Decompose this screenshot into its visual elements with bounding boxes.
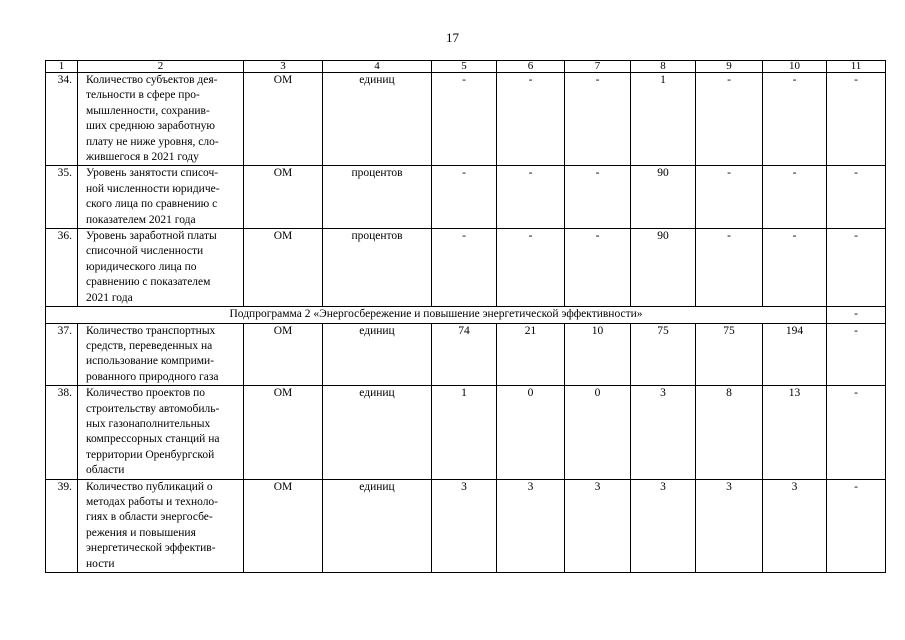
indicator-name-line: Количество транспортных: [86, 324, 216, 337]
indicator-value: 3: [696, 479, 763, 572]
indicator-type: ОМ: [244, 386, 323, 479]
indicator-unit: единиц: [323, 73, 432, 166]
indicator-type: ОМ: [244, 479, 323, 572]
indicator-name-line: ших среднюю заработную: [86, 120, 215, 133]
indicator-value: -: [827, 229, 886, 307]
indicator-value: -: [497, 229, 565, 307]
indicator-name-line: ных газонаполнительных: [86, 417, 211, 430]
indicator-value: -: [432, 73, 497, 166]
indicator-value: -: [497, 73, 565, 166]
indicator-value: 194: [763, 323, 827, 386]
indicator-name: [78, 386, 244, 479]
row-number: 34.: [46, 73, 78, 166]
table-row: [46, 166, 886, 229]
indicator-value: -: [696, 73, 763, 166]
indicator-name: [78, 73, 244, 166]
indicator-name-line: компрессорных станций на: [86, 433, 220, 446]
indicator-name-line: Количество проектов по: [86, 387, 206, 400]
indicator-name: [78, 323, 244, 386]
indicator-name-line: области: [86, 464, 125, 477]
column-number-4: 4: [323, 61, 432, 73]
indicator-name-line: строительству автомобиль-: [86, 402, 220, 415]
column-number-6: 6: [497, 61, 565, 73]
indicator-unit: единиц: [323, 323, 432, 386]
indicator-value: -: [827, 73, 886, 166]
indicator-type: ОМ: [244, 229, 323, 307]
column-number-3: 3: [244, 61, 323, 73]
indicator-value: -: [565, 229, 631, 307]
indicator-value: 10: [565, 323, 631, 386]
indicator-value: 1: [631, 73, 696, 166]
table-row: [46, 323, 886, 386]
table-row: [46, 73, 886, 166]
indicator-value: -: [827, 166, 886, 229]
indicator-name-line: ского лица по сравнению с: [86, 198, 218, 211]
subprogram-last-value: -: [827, 307, 886, 323]
indicator-name: [78, 229, 244, 307]
indicator-name: [78, 479, 244, 572]
indicator-value: -: [763, 166, 827, 229]
table-row: [46, 229, 886, 307]
indicator-name-line: списочной численности: [86, 245, 204, 258]
indicator-value: 0: [565, 386, 631, 479]
indicator-value: -: [565, 166, 631, 229]
indicator-name-line: методах работы и техноло-: [86, 495, 219, 508]
indicator-value: -: [696, 229, 763, 307]
indicator-value: 0: [497, 386, 565, 479]
indicator-value: 21: [497, 323, 565, 386]
indicator-name-line: Количество субъектов дея-: [86, 74, 218, 86]
indicator-value: -: [763, 73, 827, 166]
indicator-name-line: режения и повышения: [86, 526, 196, 539]
table-row: [46, 386, 886, 479]
indicator-type: ОМ: [244, 73, 323, 166]
indicator-value: -: [827, 479, 886, 572]
indicator-name-line: средств, переведенных на: [86, 339, 213, 352]
indicators-table: [45, 60, 886, 573]
column-number-2: 2: [78, 61, 244, 73]
column-number-10: 10: [763, 61, 827, 73]
indicator-name-line: территории Оренбургской: [86, 448, 215, 461]
indicator-unit: единиц: [323, 479, 432, 572]
column-number-5: 5: [432, 61, 497, 73]
indicator-name-line: Количество публикаций о: [86, 480, 213, 493]
indicator-value: 13: [763, 386, 827, 479]
indicator-name-line: гиях в области энергосбе-: [86, 511, 213, 524]
indicator-type: ОМ: [244, 323, 323, 386]
indicator-value: 3: [565, 479, 631, 572]
indicator-name-line: показателем 2021 года: [86, 213, 196, 226]
indicator-value: -: [497, 166, 565, 229]
indicator-unit: процентов: [323, 166, 432, 229]
indicator-value: -: [763, 229, 827, 307]
page-number: 17: [446, 30, 459, 45]
indicator-value: 90: [631, 166, 696, 229]
column-number-7: 7: [565, 61, 631, 73]
indicator-value: 3: [497, 479, 565, 572]
indicator-value: -: [696, 166, 763, 229]
indicator-value: -: [827, 386, 886, 479]
indicator-name-line: Уровень заработной платы: [86, 230, 217, 243]
indicator-value: 75: [631, 323, 696, 386]
column-number-8: 8: [631, 61, 696, 73]
indicator-name-line: Уровень занятости списоч-: [86, 167, 219, 180]
column-number-11: 11: [827, 61, 886, 73]
indicator-value: -: [565, 73, 631, 166]
column-number-1: 1: [46, 61, 78, 73]
indicator-value: 75: [696, 323, 763, 386]
indicator-name-line: юридического лица по: [86, 260, 197, 273]
indicator-name-line: ности: [86, 557, 115, 570]
indicator-type: ОМ: [244, 166, 323, 229]
indicator-name-line: мышленности, сохранив-: [86, 104, 210, 117]
indicator-name-line: плату не ниже уровня, сло-: [86, 135, 219, 148]
row-number: 36.: [46, 229, 78, 307]
indicator-value: 74: [432, 323, 497, 386]
indicator-name-line: тельности в сфере про-: [86, 89, 200, 102]
table-row: [46, 479, 886, 572]
indicator-name-line: использование комприми-: [86, 355, 215, 368]
indicator-name-line: жившегося в 2021 году: [86, 151, 199, 164]
indicator-name-line: рованного природного газа: [86, 370, 219, 383]
indicator-value: 1: [432, 386, 497, 479]
indicator-value: 3: [631, 479, 696, 572]
indicator-value: 3: [432, 479, 497, 572]
row-number: 35.: [46, 166, 78, 229]
column-number-9: 9: [696, 61, 763, 73]
row-number: 37.: [46, 323, 78, 386]
indicator-value: 8: [696, 386, 763, 479]
indicator-name-line: ной численности юридиче-: [86, 182, 220, 195]
row-number: 39.: [46, 479, 78, 572]
indicator-value: -: [827, 323, 886, 386]
row-number: 38.: [46, 386, 78, 479]
indicator-unit: единиц: [323, 386, 432, 479]
indicator-name-line: сравнению с показателем: [86, 276, 211, 289]
indicator-name-line: 2021 года: [86, 291, 133, 304]
indicator-value: -: [432, 229, 497, 307]
indicator-name-line: энергетической эффектив-: [86, 542, 216, 555]
subprogram-row: [46, 307, 886, 323]
column-number-row: [46, 61, 886, 73]
indicator-value: -: [432, 166, 497, 229]
indicator-value: 3: [763, 479, 827, 572]
indicator-unit: процентов: [323, 229, 432, 307]
subprogram-title: Подпрограмма 2 «Энергосбережение и повышение энергетической эффективности»: [46, 307, 827, 323]
indicator-value: 3: [631, 386, 696, 479]
indicator-name: [78, 166, 244, 229]
indicator-value: 90: [631, 229, 696, 307]
